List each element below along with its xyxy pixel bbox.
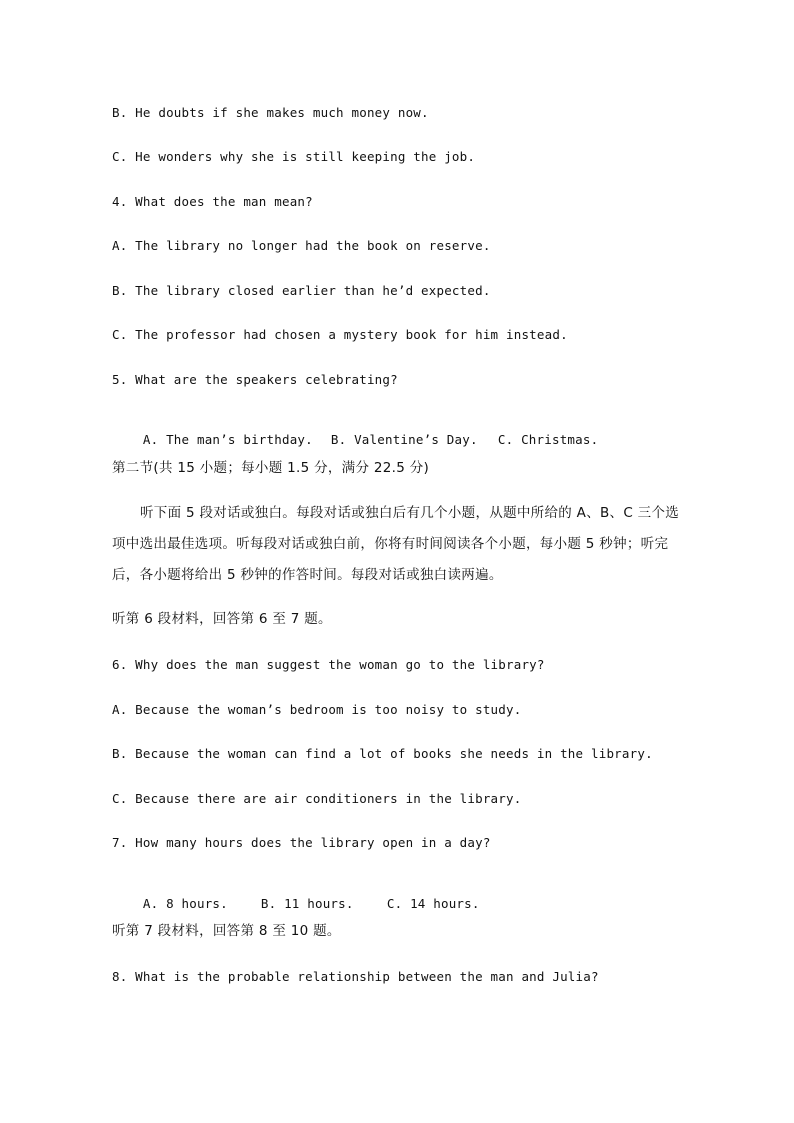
q4-question: 4. What does the man mean? <box>112 194 313 209</box>
q7-option-c: C. 14 hours. <box>386 896 480 911</box>
section2-instructions: 听下面 5 段对话或独白。每段对话或独白后有几个小题，从题中所给的 A、B、C 三个选项中选出最佳选项。听每段对话或独白前，你将有时间阅读各个小题，每小题 5 秒钟；听完后，各小题将给出 5 秒钟的作答时间。每段对话或独白读两遍。 <box>112 505 680 583</box>
material7-label: 听第 7 段材料，回答第 8 至 10 题。 <box>112 923 341 939</box>
section2-heading: 第二节(共 15 小题；每小题 1.5 分，满分 22.5 分) <box>112 460 430 476</box>
q5-option-b: B. Valentine’s Day. <box>330 432 478 447</box>
q5-question: 5. What are the speakers celebrating? <box>112 372 398 387</box>
q7-options <box>112 880 480 928</box>
q4-option-a: A. The library no longer had the book on reserve. <box>112 238 491 253</box>
q5-option-c: C. Christmas. <box>497 432 599 447</box>
q7-question: 7. How many hours does the library open in a day? <box>112 835 491 850</box>
q4-option-c: C. The professor had chosen a mystery book for him instead. <box>112 327 568 342</box>
material6-label: 听第 6 段材料，回答第 6 至 7 题。 <box>112 611 332 627</box>
q7-option-b: B. 11 hours. <box>260 896 354 911</box>
q5-option-a: A. The man’s birthday. <box>142 432 313 447</box>
q4-option-b: B. The library closed earlier than he’d expected. <box>112 283 491 298</box>
q6-option-a: A. Because the woman’s bedroom is too noisy to study. <box>112 702 522 717</box>
q5-options <box>112 416 598 464</box>
q6-option-b: B. Because the woman can find a lot of books she needs in the library. <box>112 746 653 761</box>
q6-option-c: C. Because there are air conditioners in the library. <box>112 791 522 806</box>
q6-question: 6. Why does the man suggest the woman go to the library? <box>112 657 545 672</box>
q3-option-b: B. He doubts if she makes much money now. <box>112 105 429 120</box>
q8-question: 8. What is the probable relationship between the man and Julia? <box>112 969 599 984</box>
q7-option-a: A. 8 hours. <box>142 896 228 911</box>
q3-option-c: C. He wonders why she is still keeping the job. <box>112 149 476 164</box>
